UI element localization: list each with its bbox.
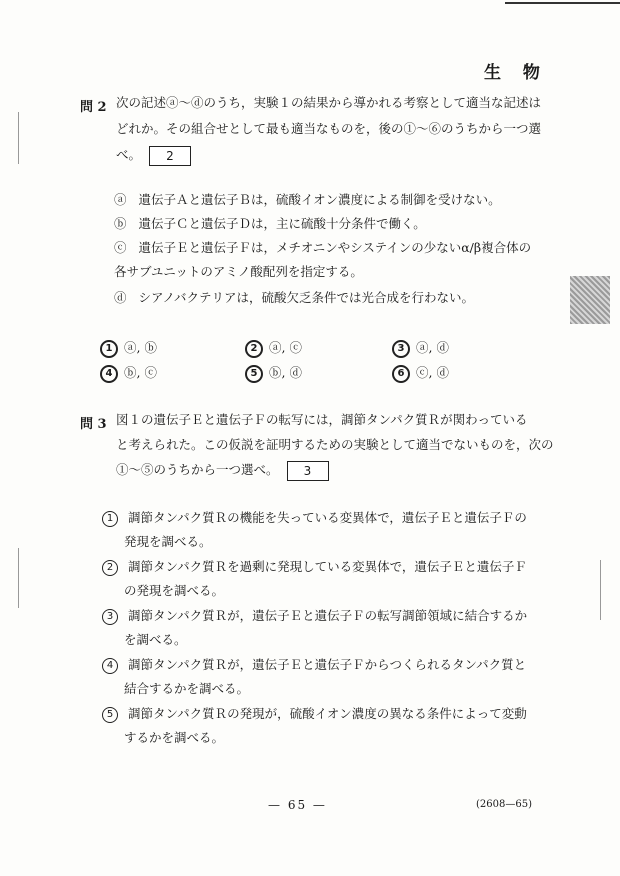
statement-a (114, 189, 501, 211)
q2-option-5[interactable] (245, 363, 302, 383)
option-text: 調節タンパク質Ｒが，遺伝子Ｅと遺伝子Ｆの転写調節領域に結合するか (127, 608, 528, 623)
option-text: ⓒ, ⓓ (416, 365, 449, 380)
q2-option-2[interactable] (245, 338, 302, 358)
option-number-icon: 4 (100, 365, 118, 383)
q2-option-6[interactable] (392, 363, 449, 383)
statement-text: 遺伝子Ｅと遺伝子Ｆは，メチオニンやシステインの少ないα/β複合体の (138, 240, 532, 255)
option-number-icon: 3 (102, 609, 118, 625)
option-number-icon: 6 (392, 365, 410, 383)
statement-b (114, 213, 426, 235)
q3-option-5-continued: するかを調べる。 (124, 730, 225, 745)
question-3-text-line: 図１の遺伝子Ｅと遺伝子Ｆの転写には，調節タンパク質Ｒが関わっている (116, 412, 528, 427)
statement-text: シアノバクテリアは，硫酸欠乏条件では光合成を行わない。 (138, 290, 474, 305)
statement-c-continued: 各サブユニットのアミノ酸配列を指定する。 (114, 264, 363, 279)
q3-option-1[interactable] (102, 507, 527, 529)
option-text: 調節タンパク質Ｒが，遺伝子Ｅと遺伝子Ｆからつくられるタンパク質と (127, 657, 527, 672)
q3-option-5[interactable] (102, 703, 527, 725)
question-3-text-line: と考えられた。この仮説を証明するための実験として適当でないものを，次の (116, 437, 554, 452)
option-number-icon: 1 (102, 511, 118, 527)
statement-marker: ⓓ (114, 290, 127, 305)
option-text: ⓑ, ⓒ (124, 365, 157, 380)
statement-text: 遺伝子Ｃと遺伝子Ｄは，主に硫酸十分条件で働く。 (138, 216, 426, 231)
statement-marker: ⓑ (114, 216, 127, 231)
option-text: ⓐ, ⓒ (269, 340, 302, 355)
subject-heading: 生 物 (484, 63, 548, 83)
option-text: ⓑ, ⓓ (269, 365, 302, 380)
answer-box-2[interactable]: 2 (149, 146, 191, 166)
q3-option-4[interactable] (102, 654, 526, 676)
option-text: 調節タンパク質Ｒを過剰に発現している変異体で，遺伝子Ｅと遺伝子Ｆ (127, 559, 527, 574)
section-tab (570, 276, 610, 324)
statement-marker: ⓒ (114, 240, 127, 255)
option-text: 調節タンパク質Ｒの機能を失っている変異体で，遺伝子Ｅと遺伝子Ｆの (127, 510, 527, 525)
question-2-text-end: べ。 (116, 147, 142, 162)
statement-c (114, 237, 531, 259)
margin-mark (18, 112, 19, 164)
question-3-text-end: ①〜⑤のうちから一つ選べ。 (116, 462, 279, 477)
q2-option-4[interactable] (100, 363, 157, 383)
statement-marker: ⓐ (114, 192, 127, 207)
q3-option-4-continued: 結合するかを調べる。 (124, 681, 250, 696)
q3-option-1-continued: 発現を調べる。 (124, 534, 212, 549)
page-number: — 65 — (268, 798, 327, 812)
answer-box-3[interactable]: 3 (287, 461, 329, 481)
question-2-text-line (116, 144, 191, 166)
margin-mark (600, 560, 601, 620)
question-2-number: 問 2 (80, 100, 107, 115)
option-text: ⓐ, ⓓ (416, 340, 449, 355)
margin-mark (18, 548, 19, 608)
question-2-text-line: 次の記述ⓐ〜ⓓのうち，実験１の結果から導かれる考察として適当な記述は (116, 95, 542, 110)
option-text: 調節タンパク質Ｒの発現が，硫酸イオン濃度の異なる条件によって変動 (127, 706, 527, 721)
option-number-icon: 2 (102, 560, 118, 576)
option-number-icon: 5 (245, 365, 263, 383)
option-number-icon: 1 (100, 340, 118, 358)
option-number-icon: 2 (245, 340, 263, 358)
q3-option-3[interactable] (102, 605, 527, 627)
q3-option-2-continued: の発現を調べる。 (124, 583, 225, 598)
statement-text: 遺伝子Ａと遺伝子Ｂは，硫酸イオン濃度による制御を受けない。 (138, 192, 501, 207)
q3-option-3-continued: を調べる。 (124, 632, 187, 647)
question-3-number: 問 3 (80, 417, 107, 432)
q2-option-3[interactable] (392, 338, 449, 358)
option-number-icon: 5 (102, 707, 118, 723)
question-2-text-line: どれか。その組合せとして最も適当なものを，後の①〜⑥のうちから一つ選 (116, 121, 542, 136)
question-3-text-line (116, 459, 329, 481)
option-text: ⓐ, ⓑ (124, 340, 157, 355)
statement-d (114, 287, 474, 309)
option-number-icon: 4 (102, 658, 118, 674)
top-rule (505, 2, 620, 4)
q2-option-1[interactable] (100, 338, 157, 358)
page-code: (2608—65) (476, 799, 532, 810)
q3-option-2[interactable] (102, 556, 527, 578)
option-number-icon: 3 (392, 340, 410, 358)
